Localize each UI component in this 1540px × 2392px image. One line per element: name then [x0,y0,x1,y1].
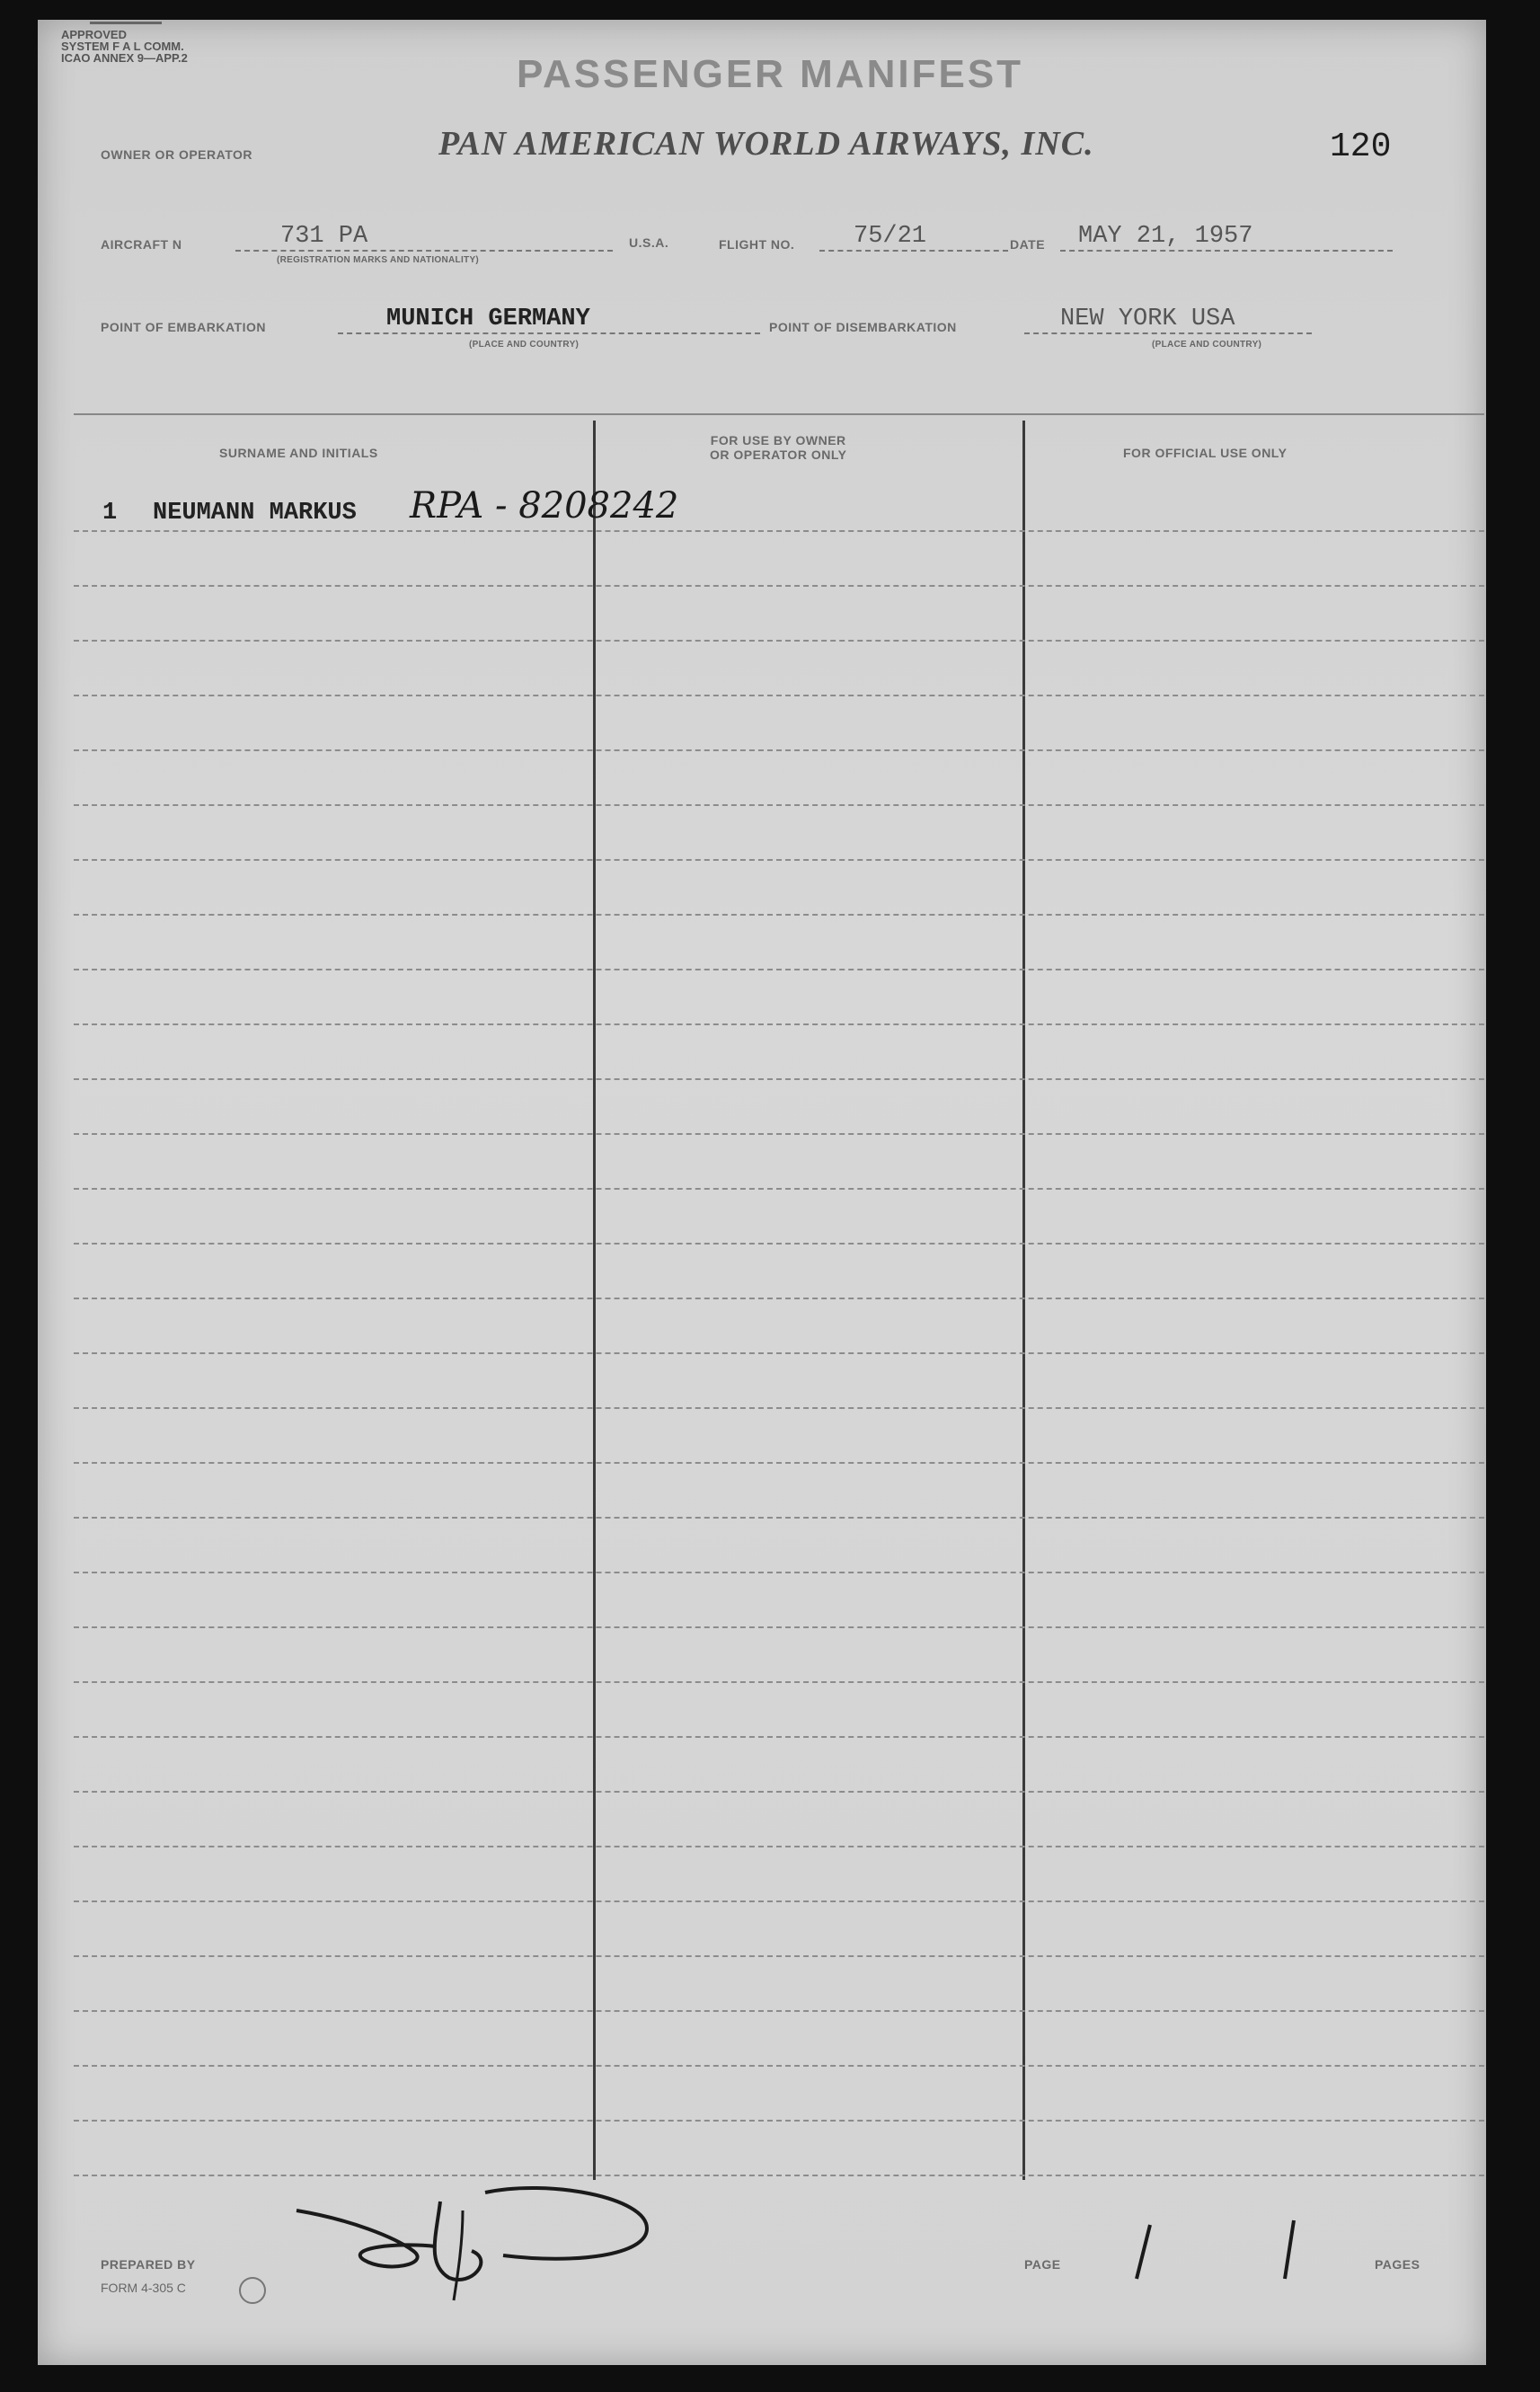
approval-line: ICAO ANNEX 9—APP.2 [61,51,188,65]
ruled-line [74,1846,1484,1847]
manifest-sheet [38,20,1486,2365]
ruled-line [74,2010,1484,2012]
ruled-line [74,1517,1484,1519]
ruled-line [74,1681,1484,1683]
page-number: 120 [1330,128,1392,166]
aircraft-line [235,250,613,252]
prepared-label: PREPARED BY [101,2257,196,2272]
passenger-name: NEUMANN MARKUS [153,500,357,527]
flight-line [819,250,1008,252]
ruled-line [74,1736,1484,1738]
column-divider [593,421,596,2180]
col-surname-header: SURNAME AND INITIALS [219,446,378,460]
ruled-line [74,969,1484,970]
flight-label: FLIGHT NO. [719,237,795,252]
col-official-header: FOR OFFICIAL USE ONLY [1123,446,1288,460]
ruled-line [74,1243,1484,1245]
embark-line [338,332,760,334]
embark-sublabel: (PLACE AND COUNTRY) [469,340,580,350]
ruled-line [74,1133,1484,1135]
col-owner-header-line: OR OPERATOR ONLY [710,447,847,462]
handwritten-note: RPA - 8208242 [410,485,679,527]
page-label: PAGE [1024,2257,1061,2272]
form-title: PASSENGER MANIFEST [516,52,1024,96]
embark-value: MUNICH GERMANY [386,306,590,332]
ruled-line [74,1955,1484,1957]
aircraft-label: AIRCRAFT N [101,237,182,252]
col-owner-header [710,433,846,462]
column-divider [1022,421,1025,2180]
owner-value: PAN AMERICAN WORLD AIRWAYS, INC. [438,125,1094,163]
disembark-sublabel: (PLACE AND COUNTRY) [1152,340,1262,350]
ruled-line [74,585,1484,587]
ruled-line [74,1352,1484,1354]
ruled-line [74,1078,1484,1080]
ruled-line [74,2065,1484,2067]
pages-label: PAGES [1375,2257,1421,2272]
ruled-line [74,1462,1484,1464]
disembark-label: POINT OF DISEMBARKATION [769,320,957,334]
page-count-marks-icon [1123,2216,1321,2288]
ruled-line [74,1900,1484,1902]
corner-mark [90,22,162,24]
signature-icon [279,2175,692,2309]
ruled-line [74,530,1484,532]
disembark-line [1024,332,1312,334]
ruled-line [74,804,1484,806]
ruled-line [74,914,1484,916]
row-number: 1 [102,500,118,527]
disembark-value: NEW YORK USA [1060,306,1235,332]
ruled-line [74,1188,1484,1190]
ruled-line [74,1298,1484,1299]
ruled-line [74,1791,1484,1793]
form-code: FORM 4-305 C [101,2281,186,2295]
ruled-line [74,1023,1484,1025]
usa-label: U.S.A. [629,235,669,250]
date-label: DATE [1010,237,1046,252]
ruled-line [74,1626,1484,1628]
ruled-line [74,640,1484,642]
aircraft-sublabel: (REGISTRATION MARKS AND NATIONALITY) [277,255,480,265]
union-seal-icon [239,2277,266,2304]
date-value: MAY 21, 1957 [1078,223,1253,250]
col-owner-header-line: FOR USE BY OWNER [710,433,846,447]
ruled-line [74,1407,1484,1409]
approval-line: APPROVED [61,28,127,41]
ruled-line [74,2120,1484,2122]
date-line [1060,250,1393,252]
ruled-line [74,859,1484,861]
embark-label: POINT OF EMBARKATION [101,320,266,334]
owner-label: OWNER OR OPERATOR [101,147,252,162]
aircraft-value: 731 PA [280,223,368,250]
approval-line: SYSTEM F A L COMM. [61,40,184,53]
ruled-line [74,749,1484,751]
header-rule [74,413,1484,415]
ruled-line [74,695,1484,696]
ruled-line [74,1572,1484,1573]
flight-value: 75/21 [854,223,927,250]
